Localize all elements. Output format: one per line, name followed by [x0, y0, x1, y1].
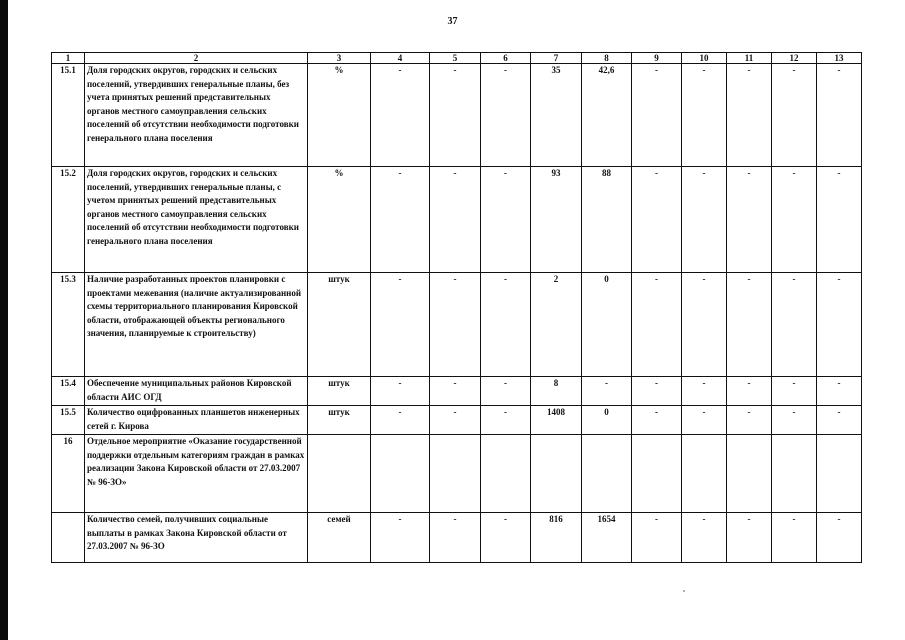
indicator-name-cell: Обеспечение муниципальных районов Кировской области АИС ОГД [85, 377, 308, 406]
row-number-cell: 15.5 [52, 406, 85, 435]
indicator-name-cell: Отдельное мероприятие «Оказание государственной поддержки отдельным категориям граждан в рамках реализации Закона Кировской области от 27.03.2007 № 96-ЗО» [85, 435, 308, 513]
value-cell: 35 [531, 64, 582, 167]
page-number: 37 [447, 16, 458, 27]
value-cell: - [481, 377, 531, 406]
value-cell [430, 435, 481, 513]
value-cell: - [682, 64, 727, 167]
table-row [52, 435, 862, 513]
column-header: 6 [481, 53, 531, 64]
value-cell: - [817, 273, 862, 377]
row-number-cell: 15.4 [52, 377, 85, 406]
indicator-name-cell: Доля городских округов, городских и сельских поселений, утвердивших генеральные планы, с учетом принятых решений представительных органов местного самоуправления сельских поселений об отсутствии необходимости подготовки генерального плана поселения [85, 167, 308, 273]
value-cell: - [430, 377, 481, 406]
value-cell: - [682, 406, 727, 435]
column-header: 10 [682, 53, 727, 64]
row-number-cell: 15.1 [52, 64, 85, 167]
value-cell: - [632, 167, 682, 273]
value-cell: - [682, 513, 727, 563]
value-cell: - [772, 64, 817, 167]
value-cell: - [772, 513, 817, 563]
value-cell: - [481, 167, 531, 273]
value-cell: - [430, 513, 481, 563]
value-cell [727, 435, 772, 513]
value-cell: - [727, 377, 772, 406]
table-row [52, 406, 862, 435]
column-header: 2 [85, 53, 308, 64]
unit-cell: штук [308, 273, 371, 377]
column-header: 8 [582, 53, 632, 64]
value-cell: - [817, 167, 862, 273]
value-cell: - [727, 64, 772, 167]
value-cell: - [682, 377, 727, 406]
indicator-table [51, 52, 862, 563]
value-cell [582, 435, 632, 513]
value-cell: - [430, 64, 481, 167]
value-cell: - [772, 167, 817, 273]
unit-cell: % [308, 64, 371, 167]
table-row [52, 513, 862, 563]
value-cell: - [371, 406, 430, 435]
indicator-name-cell: Наличие разработанных проектов планировки с проектами межевания (наличие актуализированной схемы территориального планирования Кировской области, отображающей объекты регионального значения, планируемые к строительству) [85, 273, 308, 377]
indicator-name-cell: Количество семей, получивших социальные выплаты в рамках Закона Кировской области от 27.03.2007 № 96-ЗО [85, 513, 308, 563]
value-cell [772, 435, 817, 513]
table-row [52, 377, 862, 406]
value-cell: - [481, 406, 531, 435]
value-cell: 0 [582, 273, 632, 377]
value-cell: - [481, 513, 531, 563]
unit-cell [308, 435, 371, 513]
value-cell [817, 435, 862, 513]
value-cell: - [481, 273, 531, 377]
value-cell: 93 [531, 167, 582, 273]
value-cell: 42,6 [582, 64, 632, 167]
row-number-cell: 15.2 [52, 167, 85, 273]
value-cell: - [772, 406, 817, 435]
value-cell: - [481, 64, 531, 167]
value-cell: 1408 [531, 406, 582, 435]
column-header: 11 [727, 53, 772, 64]
value-cell: 88 [582, 167, 632, 273]
value-cell: - [371, 513, 430, 563]
unit-cell: штук [308, 406, 371, 435]
value-cell: - [430, 406, 481, 435]
column-header: 13 [817, 53, 862, 64]
row-number-cell: 15.3 [52, 273, 85, 377]
value-cell [632, 435, 682, 513]
value-cell: - [817, 377, 862, 406]
table-row [52, 273, 862, 377]
value-cell: - [727, 273, 772, 377]
value-cell: 816 [531, 513, 582, 563]
value-cell: 8 [531, 377, 582, 406]
value-cell: 0 [582, 406, 632, 435]
unit-cell: % [308, 167, 371, 273]
row-number-cell [52, 513, 85, 563]
scan-edge-bar [0, 0, 8, 640]
value-cell: - [632, 513, 682, 563]
value-cell: - [682, 167, 727, 273]
value-cell: - [817, 64, 862, 167]
table-row [52, 167, 862, 273]
value-cell: - [371, 377, 430, 406]
column-header: 7 [531, 53, 582, 64]
column-header: 5 [430, 53, 481, 64]
unit-cell: семей [308, 513, 371, 563]
value-cell: - [371, 273, 430, 377]
column-header: 9 [632, 53, 682, 64]
value-cell [531, 435, 582, 513]
value-cell: - [727, 406, 772, 435]
column-header: 3 [308, 53, 371, 64]
value-cell: - [371, 64, 430, 167]
value-cell: - [727, 167, 772, 273]
table-row [52, 64, 862, 167]
value-cell: - [632, 273, 682, 377]
unit-cell: штук [308, 377, 371, 406]
value-cell: - [727, 513, 772, 563]
value-cell: - [772, 377, 817, 406]
value-cell: 2 [531, 273, 582, 377]
column-number-row [52, 53, 862, 64]
value-cell: - [430, 167, 481, 273]
value-cell: - [632, 406, 682, 435]
value-cell: - [682, 273, 727, 377]
indicator-name-cell: Доля городских округов, городских и сельских поселений, утвердивших генеральные планы, без учета принятых решений представительных органов местного самоуправления сельских поселений об отсутствии необходимости подготовки генерального плана поселения [85, 64, 308, 167]
value-cell [682, 435, 727, 513]
scan-speck [683, 590, 685, 592]
value-cell [481, 435, 531, 513]
value-cell: 1654 [582, 513, 632, 563]
value-cell: - [817, 513, 862, 563]
column-header: 12 [772, 53, 817, 64]
value-cell: - [817, 406, 862, 435]
column-header: 1 [52, 53, 85, 64]
value-cell [371, 435, 430, 513]
row-number-cell: 16 [52, 435, 85, 513]
value-cell: - [632, 377, 682, 406]
value-cell: - [582, 377, 632, 406]
value-cell: - [772, 273, 817, 377]
column-header: 4 [371, 53, 430, 64]
indicator-name-cell: Количество оцифрованных планшетов инженерных сетей г. Кирова [85, 406, 308, 435]
value-cell: - [632, 64, 682, 167]
value-cell: - [371, 167, 430, 273]
value-cell: - [430, 273, 481, 377]
